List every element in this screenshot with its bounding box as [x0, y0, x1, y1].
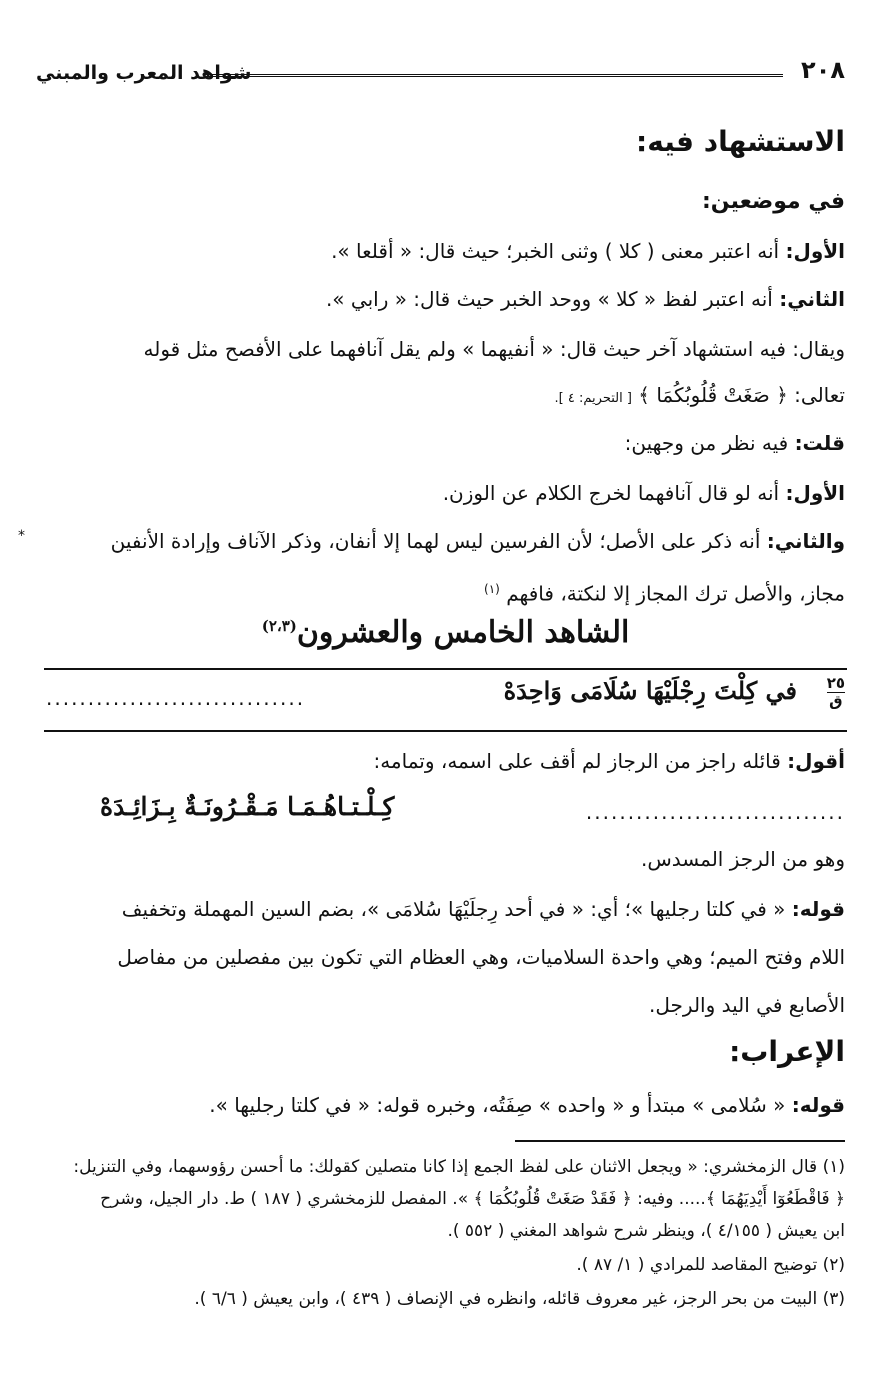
- first-point: [46, 228, 845, 275]
- verse-number: ٢٥ ق: [826, 674, 845, 710]
- irab-label: قوله:: [791, 1093, 845, 1117]
- verse-row: [46, 672, 845, 722]
- footnote-line: (٣) البيت من بحر الرجز، غير معروف قائله، وانظره في الإنصاف ( ٤٣٩ )، وابن يعيش ( ٦/٦ ).: [194, 1289, 845, 1309]
- two-places-line: في موضعين:: [702, 189, 845, 214]
- first-text: أنه اعتبر معنى ( كلا ) وثنى الخبر؛ حيث قال: « أقلعا ».: [331, 239, 780, 263]
- verse-top-rule: [44, 668, 847, 670]
- irab-text: « سُلامى » مبتدأ و « واحده » صِفَتُه، وخبره قوله: « في كلتا رجليها ».: [209, 1093, 786, 1117]
- irab-heading: الإعراب:: [729, 1035, 845, 1068]
- second-text: أنه اعتبر لفظ « كلا » ووحد الخبر حيث قال: « رابي ».: [325, 287, 773, 311]
- footnote-line: ابن يعيش ( ٤/١٥٥ )، وينظر شرح شواهد المغني ( ٥٥٢ ).: [447, 1221, 845, 1241]
- verse-completion-dots: ...............................: [585, 800, 845, 824]
- verse-dots: ...............................: [46, 686, 306, 710]
- qawluhu-line-3: الأصابع في اليد والرجل.: [649, 993, 845, 1017]
- qultu-first-text: أنه لو قال آنافهما لخرج الكلام عن الوزن.: [442, 481, 780, 505]
- running-title: شواهد المعرب والمبني: [36, 62, 252, 84]
- qultu-first-label: الأول:: [785, 481, 845, 505]
- quran-reference: [ التحريم: ٤ ].: [554, 391, 632, 406]
- qultu-second-text-1: أنه ذكر على الأصل؛ لأن الفرسين ليس لهما إلا أنفان، وذكر الآناف وإرادة الأنفين: [110, 529, 761, 553]
- meter-line: وهو من الرجز المسدس.: [641, 847, 845, 871]
- first-label: الأول:: [785, 239, 845, 263]
- istishhad-heading: الاستشهاد فيه:: [636, 125, 845, 158]
- verse-text: في كِلْتَ رِجْلَيْهَا سُلَامَى وَاحِدَهْ: [503, 676, 797, 705]
- verse-completion: [46, 790, 845, 840]
- second-label: الثاني:: [779, 287, 845, 311]
- qultu-text: فيه نظر من وجهين:: [624, 431, 789, 455]
- aqulu-label: أقول:: [787, 749, 845, 773]
- footnote-line: ﴿ فَاقْطَعُوٓا أَيْدِيَهُمَا ﴾..... وفيه: ﴿ فَقَدْ صَغَتْ قُلُوبُكُمَا ﴾ ». المفصل للزمخشري ( ١٨٧ ) ط. دار الجيل، وشرح: [100, 1189, 845, 1209]
- footnote-line: (١) قال الزمخشري: « ويجعل الاثنان على لفظ الجمع إذا كانا متصلين كقولك: ما أحسن رؤوسهما، وفي التنزيل:: [73, 1157, 845, 1177]
- qultu-second-label: والثاني:: [766, 529, 845, 553]
- yuqal-line-1: ويقال: فيه استشهاد آخر حيث قال: « أنفيهما » ولم يقل آنافهما على الأفصح مثل قوله: [143, 337, 845, 361]
- qawluhu-line-2: اللام وفتح الميم؛ وهي واحدة السلاميات، وهي العظام التي تكون بين مفصلين من مفاصل: [117, 945, 845, 969]
- aqulu-line: [46, 738, 845, 785]
- aqulu-text: قائله راجز من الرجاز لم أقف على اسمه، وتمامه:: [373, 749, 781, 773]
- witness-footnote-ref: (٢،٣): [261, 617, 297, 635]
- footnote-separator: [515, 1140, 845, 1142]
- second-point: [46, 276, 845, 323]
- footnote-ref-1: (١): [484, 582, 500, 596]
- page-number: ٢٠٨: [801, 56, 845, 84]
- qultu-second-text-2: مجاز، والأصل ترك المجاز إلا لنكتة، فافهم: [506, 581, 845, 606]
- running-header: [36, 56, 845, 96]
- qultu-second-line-2: [46, 566, 845, 618]
- qultu-second-line-1: [46, 518, 845, 565]
- irab-line: [46, 1082, 845, 1129]
- margin-asterisk: *: [18, 528, 25, 544]
- qultu-first: [46, 470, 845, 517]
- qawluhu-label: قوله:: [791, 897, 845, 921]
- quran-quote: تعالى: ﴿ صَغَتْ قُلُوبُكُمَا ﴾: [638, 383, 845, 407]
- header-rule: [204, 74, 783, 77]
- qultu-line: [46, 420, 845, 467]
- qultu-label: قلت:: [794, 431, 845, 455]
- verse-completion-text: كِـلْـتـاهُـمَـا مَـقْـرُونَـةٌ بِـزَائِـدَهْ: [100, 792, 395, 821]
- footnote-line: (٢) توضيح المقاصد للمرادي ( ١/ ٨٧ ).: [576, 1255, 845, 1275]
- qawluhu-text-1: « في كلتا رجليها »؛ أي: « في أحد رِجلَيْهَا سُلامَى »، بضم السين المهملة وتخفيف: [121, 897, 786, 921]
- witness-title: الشاهد الخامس والعشرون$^{(٢،٣)}$: [261, 615, 630, 650]
- verse-bottom-rule: [44, 730, 847, 732]
- yuqal-line-2: [46, 372, 845, 422]
- qawluhu-line-1: [46, 886, 845, 933]
